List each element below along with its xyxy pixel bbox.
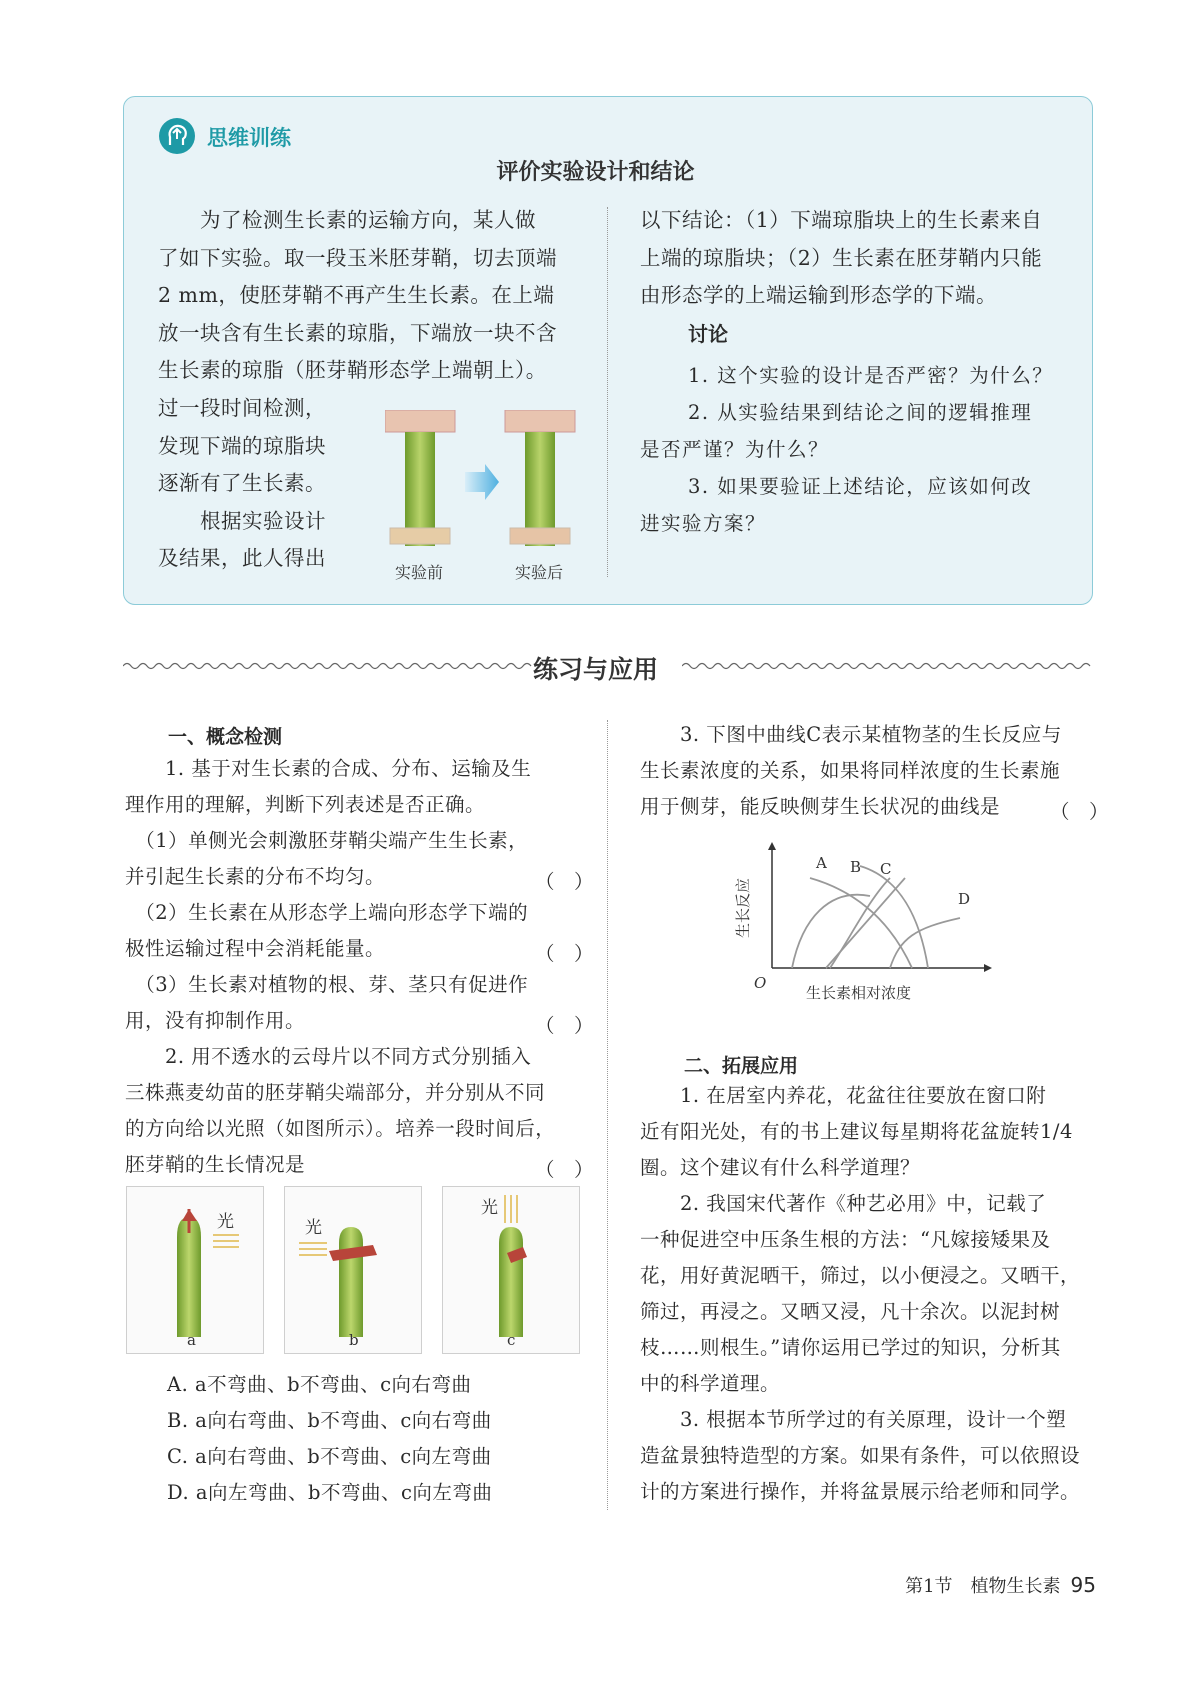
- seedling-c-illustration: [443, 1187, 579, 1353]
- text-line: 胚芽鞘的生长情况是: [125, 1153, 306, 1176]
- brain-icon: [158, 117, 196, 155]
- page-number: 95: [1070, 1573, 1096, 1597]
- y-axis-label: 生长反应: [734, 877, 752, 938]
- arrow-icon: [465, 464, 499, 500]
- curve-label-A: A: [816, 854, 827, 872]
- figure-label-c: c: [507, 1331, 516, 1349]
- text-line: 计的方案进行操作，并将盆景展示给老师和同学。: [640, 1480, 1081, 1503]
- x-axis-label: 生长素相对浓度: [806, 984, 912, 1002]
- text-line: 并引起生长素的分布不均匀。: [125, 865, 386, 888]
- text-line: 花，用好黄泥晒干，筛过，以小便浸之。又晒干，: [640, 1264, 1081, 1287]
- text-line: 由形态学的上端运输到形态学的下端。: [640, 283, 997, 307]
- text-line: 了如下实验。取一段玉米胚芽鞘，切去顶端: [158, 245, 557, 270]
- answer-blank: （ ）: [1050, 800, 1109, 823]
- extension-heading: 二、拓展应用: [684, 1055, 799, 1077]
- option-d: D. a向左弯曲、b不弯曲、c向左弯曲: [167, 1481, 493, 1504]
- text-line: 近有阳光处，有的书上建议每星期将花盆旋转1/4: [640, 1120, 1073, 1143]
- text-line: 根据实验设计: [158, 508, 326, 533]
- option-a: A. a不弯曲、b不弯曲、c向右弯曲: [167, 1373, 472, 1396]
- concept-check-heading: 一、概念检测: [168, 726, 283, 748]
- figure-label-a: a: [187, 1331, 196, 1349]
- thinking-subtitle: 评价实验设计和结论: [496, 160, 695, 185]
- seedling-figure-b: [284, 1186, 422, 1354]
- discussion-question: 3. 如果要验证上述结论，应该如何改: [688, 475, 1033, 498]
- text-line: 三株燕麦幼苗的胚芽鞘尖端部分，并分别从不同: [125, 1081, 546, 1104]
- section-label: 第1节 植物生长素: [905, 1576, 1061, 1597]
- light-label: 光: [217, 1212, 234, 1232]
- seedling-figure-a: [126, 1186, 264, 1354]
- after-setup: [505, 410, 575, 546]
- seedling-figure-c: [442, 1186, 580, 1354]
- text-line: 以下结论：（1）下端琼脂块上的生长素来自: [640, 208, 1043, 232]
- text-line: 3. 下图中曲线C表示某植物茎的生长反应与: [640, 723, 1062, 746]
- discussion-question: 是否严谨？为什么？: [640, 438, 830, 461]
- curve-label-B: B: [850, 858, 862, 876]
- text-line: 1. 在居室内养花，花盆往往要放在窗口附: [640, 1084, 1047, 1107]
- origin-label: O: [754, 974, 767, 992]
- curve-C: [826, 878, 905, 968]
- growth-response-graph: [730, 838, 1000, 1003]
- text-line: 为了检测生长素的运输方向，某人做: [158, 208, 536, 232]
- text-line: 造盆景独特造型的方案。如果有条件，可以依照设: [640, 1444, 1081, 1467]
- text-line: 1. 基于对生长素的合成、分布、运输及生: [125, 757, 532, 780]
- discussion-question: 进实验方案？: [640, 512, 767, 535]
- experiment-result-text: [158, 390, 348, 578]
- seedling-a-illustration: [127, 1187, 263, 1353]
- discussion-question: 1. 这个实验的设计是否严密？为什么？: [688, 364, 1054, 387]
- curve-B: [830, 866, 928, 968]
- wavy-rule-right: [682, 660, 1092, 672]
- text-line: 用，没有抑制作用。: [125, 1009, 306, 1032]
- text-line: （1）单侧光会刺激胚芽鞘尖端产生生长素，: [125, 829, 529, 852]
- answer-blank: （ ）: [535, 870, 594, 893]
- text-line: 生长素浓度的关系，如果将同样浓度的生长素施: [640, 759, 1061, 782]
- experiment-conclusion: [640, 202, 1070, 315]
- text-line: 枝……则根生。”请你运用已学过的知识，分析其: [640, 1336, 1061, 1359]
- figure-label-b: b: [349, 1331, 359, 1349]
- figure-label-after: 实验后: [515, 563, 564, 582]
- curve-label-D: D: [958, 890, 971, 908]
- discussion-question: 2. 从实验结果到结论之间的逻辑推理: [688, 401, 1033, 424]
- practice-title: 练习与应用: [532, 655, 658, 684]
- text-line: 的方向给以光照（如图所示）。培养一段时间后，: [125, 1117, 556, 1140]
- light-label: 光: [481, 1198, 498, 1218]
- text-line: 发现下端的琼脂块: [158, 433, 326, 458]
- curve-label-C: C: [880, 860, 892, 878]
- text-line: 一种促进空中压条生根的方法：“凡嫁接矮果及: [640, 1228, 1051, 1251]
- text-line: 圈。这个建议有什么科学道理？: [640, 1156, 921, 1179]
- figure-label-before: 实验前: [395, 563, 444, 582]
- text-line: 及结果，此人得出: [158, 546, 326, 570]
- text-line: 2 mm，使胚芽鞘不再产生生长素。在上端: [158, 283, 555, 307]
- text-line: 上端的琼脂块；（2）生长素在胚芽鞘内只能: [640, 245, 1043, 270]
- answer-blank: （ ）: [535, 1158, 594, 1181]
- text-line: （2）生长素在从形态学上端向形态学下端的: [125, 901, 529, 924]
- curve-D: [890, 918, 960, 968]
- before-setup: [385, 410, 455, 546]
- answer-blank: （ ）: [535, 942, 594, 965]
- text-line: 中的科学道理。: [640, 1372, 781, 1395]
- experiment-intro: [158, 202, 578, 390]
- text-line: 筛过，再浸之。又晒又浸，凡十余次。以泥封树: [640, 1300, 1061, 1323]
- text-line: （3）生长素对植物的根、芽、茎只有促进作: [125, 973, 529, 996]
- text-line: 生长素的琼脂（胚芽鞘形态学上端朝上）。: [158, 358, 547, 382]
- text-line: 用于侧芽，能反映侧芽生长状况的曲线是: [640, 795, 1001, 818]
- answer-blank: （ ）: [535, 1014, 594, 1037]
- text-line: 逐渐有了生长素。: [158, 471, 326, 495]
- experiment-figure: [385, 410, 585, 558]
- text-line: 放一块含有生长素的琼脂，下端放一块不含: [158, 320, 557, 345]
- option-c: C. a向右弯曲、b不弯曲、c向左弯曲: [167, 1445, 492, 1468]
- discussion-heading: 讨论: [688, 322, 728, 346]
- page-footer: [905, 1572, 1096, 1598]
- text-line: 极性运输过程中会消耗能量。: [125, 937, 386, 960]
- text-line: 3. 根据本节所学过的有关原理，设计一个塑: [640, 1408, 1067, 1431]
- column-divider: [607, 207, 608, 577]
- seedling-b-illustration: [285, 1187, 421, 1353]
- option-b: B. a向右弯曲、b不弯曲、c向右弯曲: [167, 1409, 492, 1432]
- text-line: 理作用的理解，判断下列表述是否正确。: [125, 793, 486, 816]
- text-line: 2. 用不透水的云母片以不同方式分别插入: [125, 1045, 532, 1068]
- column-divider: [607, 720, 608, 1510]
- text-line: 2. 我国宋代著作《种艺必用》中，记载了: [640, 1192, 1047, 1215]
- light-label: 光: [305, 1218, 322, 1238]
- text-line: 过一段时间检测，: [158, 396, 326, 420]
- thinking-training-title: 思维训练: [207, 126, 291, 150]
